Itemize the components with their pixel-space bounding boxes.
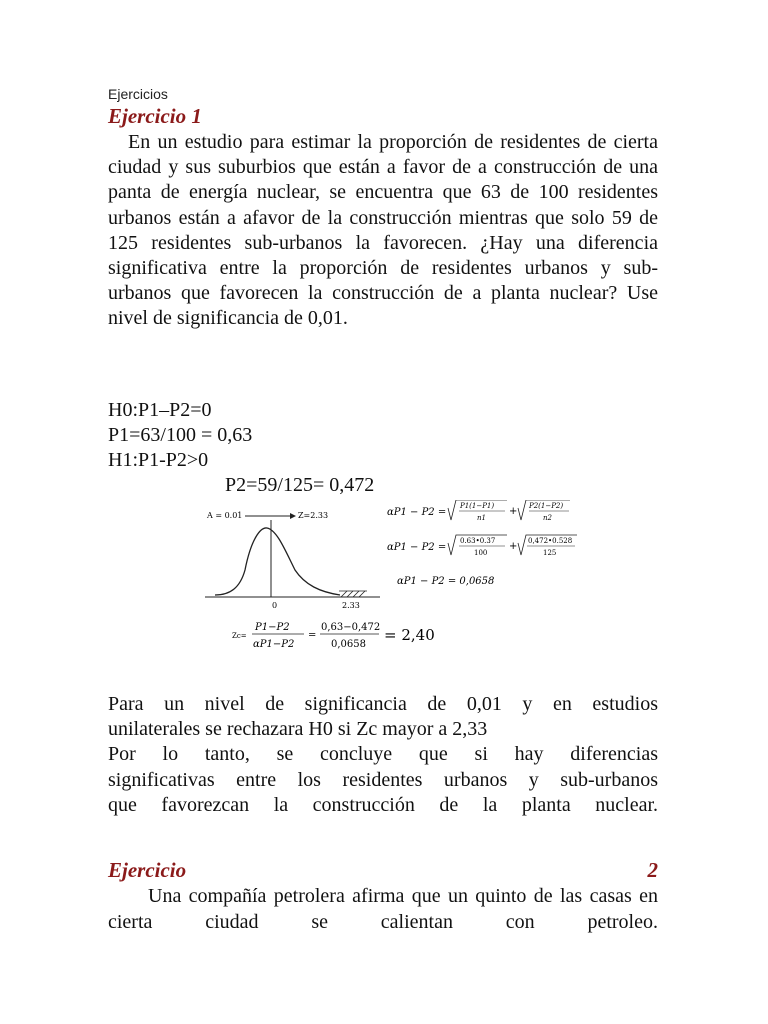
hypothesis-h0: H0:P1–P2=0: [108, 399, 212, 421]
exercise-2-title-number: 2: [647, 858, 658, 882]
svg-text:0.63•0.37: 0.63•0.37: [460, 537, 496, 545]
svg-text:=: =: [308, 630, 317, 641]
normal-distribution-figure: [205, 500, 605, 680]
conclusion-line: significativas entre los residentes urbanos y sub-urbanos: [108, 768, 658, 791]
svg-text:αP1−P2: αP1−P2: [253, 639, 295, 650]
exercise-1-statement: En un estudio para estimar la proporción de residentes de cierta ciudad y sus suburbios que están a favor de a construcción de una panta de energía nuclear, se encuentra que 63 de 100 residentes urbanos están a afavor de la construcción mientras que solo 59 de 125 residentes sub-urbanos la favorecen. ¿Hay una diferencia significativa entre la proporción de residentes urbanos y sub-urbanos que favorecen la construcción de a planta nuclear? Use nivel de significancia de 0,01.: [108, 131, 658, 330]
svg-text:125: 125: [543, 549, 557, 557]
svg-text:0,0658: 0,0658: [331, 639, 366, 650]
svg-text:n1: n1: [477, 514, 486, 522]
formula-3: αP1 − P2 = 0,0658: [397, 576, 495, 587]
proportion-p2: P2=59/125= 0,472: [225, 474, 375, 496]
axis-zero-label: 0: [272, 601, 278, 610]
svg-text:0,63−0,472: 0,63−0,472: [321, 622, 381, 633]
conclusion-line: Por lo tanto, se concluye que si hay diferencias: [108, 743, 658, 766]
exercise-1-conclusion: [108, 692, 658, 818]
svg-text:n2: n2: [543, 514, 552, 522]
rejection-region: [339, 591, 367, 597]
svg-text:+: +: [509, 506, 518, 517]
svg-text:P1(1−P1): P1(1−P1): [460, 502, 495, 510]
svg-text:+: +: [509, 541, 518, 552]
svg-text:100: 100: [474, 549, 488, 557]
proportion-p1: P1=63/100 = 0,63: [108, 424, 253, 446]
exercise-2-title-word: Ejercicio: [108, 858, 187, 882]
section-label: Ejercicios: [108, 86, 168, 102]
zc-result: = 2,40: [384, 626, 435, 644]
exercise-1-title: Ejercicio 1: [108, 104, 202, 128]
normal-curve: [215, 528, 340, 595]
conclusion-line: que favorezcan la construcción de la planta nuclear.: [108, 793, 658, 816]
hypothesis-h1: H1:P1-P2>0: [108, 449, 209, 471]
conclusion-line: unilaterales se rechazara H0 si Zc mayor a 2,33: [108, 718, 488, 741]
exercise-2-title: [108, 858, 658, 883]
svg-text:P1−P2: P1−P2: [255, 622, 290, 633]
zc-label: Zc=: [232, 632, 247, 640]
alpha-label: A = 0.01: [207, 511, 243, 520]
svg-text:P2(1−P2): P2(1−P2): [529, 502, 564, 510]
axis-critical-label: 2.33: [342, 601, 360, 610]
z-label: Z=2.33: [298, 511, 329, 520]
conclusion-line: Para un nivel de significancia de 0,01 y en estudios: [108, 693, 658, 715]
formula-2-lhs: αP1 − P2 =: [387, 542, 447, 553]
formula-1-lhs: αP1 − P2 =: [387, 507, 447, 518]
svg-text:0,472•0.528: 0,472•0.528: [528, 537, 573, 545]
exercise-2-statement: Una compañía petrolera afirma que un quinto de las casas en cierta ciudad se calientan con petroleo.: [108, 885, 658, 933]
